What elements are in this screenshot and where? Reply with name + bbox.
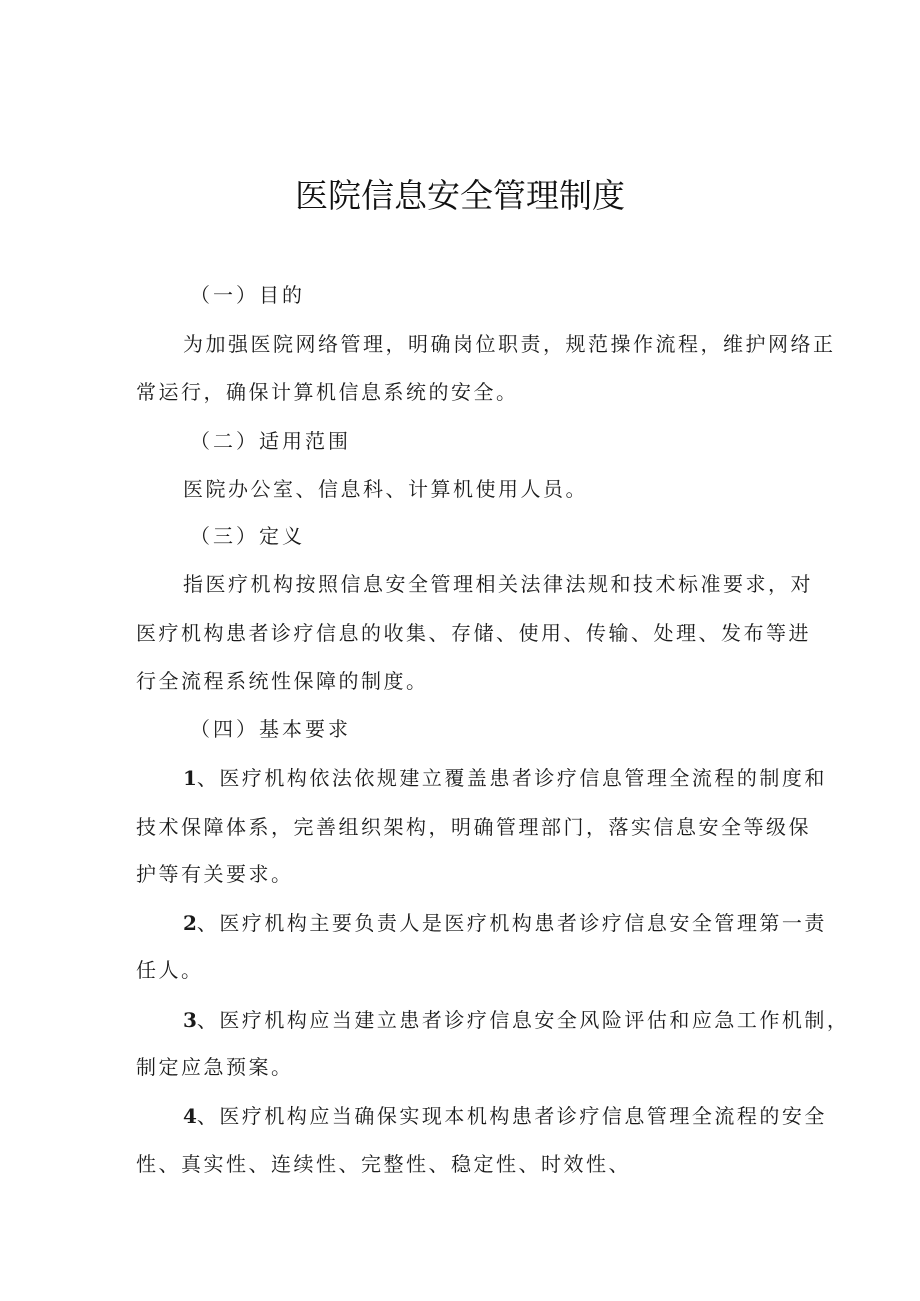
paragraph-line: 技术保障体系，完善组织架构，明确管理部门，落实信息安全等级保: [136, 815, 811, 839]
paragraph-line: 行全流程系统性保障的制度。: [136, 669, 429, 693]
item-number: 4: [183, 1104, 197, 1128]
section-heading-purpose: （一）目的: [190, 283, 305, 307]
paragraph-line: 医院办公室、信息科、计算机使用人员。: [183, 477, 588, 501]
document-title: 医院信息安全管理制度: [295, 176, 625, 215]
paragraph-line: 任人。: [136, 958, 204, 982]
requirement-item-1: [183, 763, 827, 793]
paragraph-line: 常运行，确保计算机信息系统的安全。: [136, 380, 519, 404]
paragraph-line: 医疗机构患者诊疗信息的收集、存储、使用、传输、处理、发布等进: [136, 621, 811, 645]
requirement-item-2: [183, 908, 827, 938]
section-heading-definition: （三）定义: [190, 524, 305, 548]
item-number: 2: [183, 911, 197, 935]
item-text: 、医疗机构依法依规建立覆盖患者诊疗信息管理全流程的制度和: [196, 766, 827, 790]
paragraph-line: 制定应急预案。: [136, 1055, 294, 1079]
section-heading-scope: （二）适用范围: [190, 429, 351, 453]
item-number: 1: [183, 766, 197, 790]
item-text: 、医疗机构应当建立患者诊疗信息安全风险评估和应急工作机制，: [196, 1008, 850, 1032]
item-text: 、医疗机构主要负责人是医疗机构患者诊疗信息安全管理第一责: [196, 911, 827, 935]
paragraph-line: 为加强医院网络管理，明确岗位职责，规范操作流程，维护网络正: [183, 332, 836, 356]
item-text: 、医疗机构应当确保实现本机构患者诊疗信息管理全流程的安全: [196, 1104, 827, 1128]
section-heading-requirements: （四）基本要求: [190, 717, 351, 741]
paragraph-line: 性、真实性、连续性、完整性、稳定性、时效性、: [136, 1152, 631, 1176]
item-number: 3: [183, 1008, 197, 1032]
requirement-item-3: [183, 1005, 849, 1035]
paragraph-line: 护等有关要求。: [136, 862, 294, 886]
requirement-item-4: [183, 1101, 827, 1131]
paragraph-line: 指医疗机构按照信息安全管理相关法律法规和技术标准要求，对: [183, 572, 813, 596]
